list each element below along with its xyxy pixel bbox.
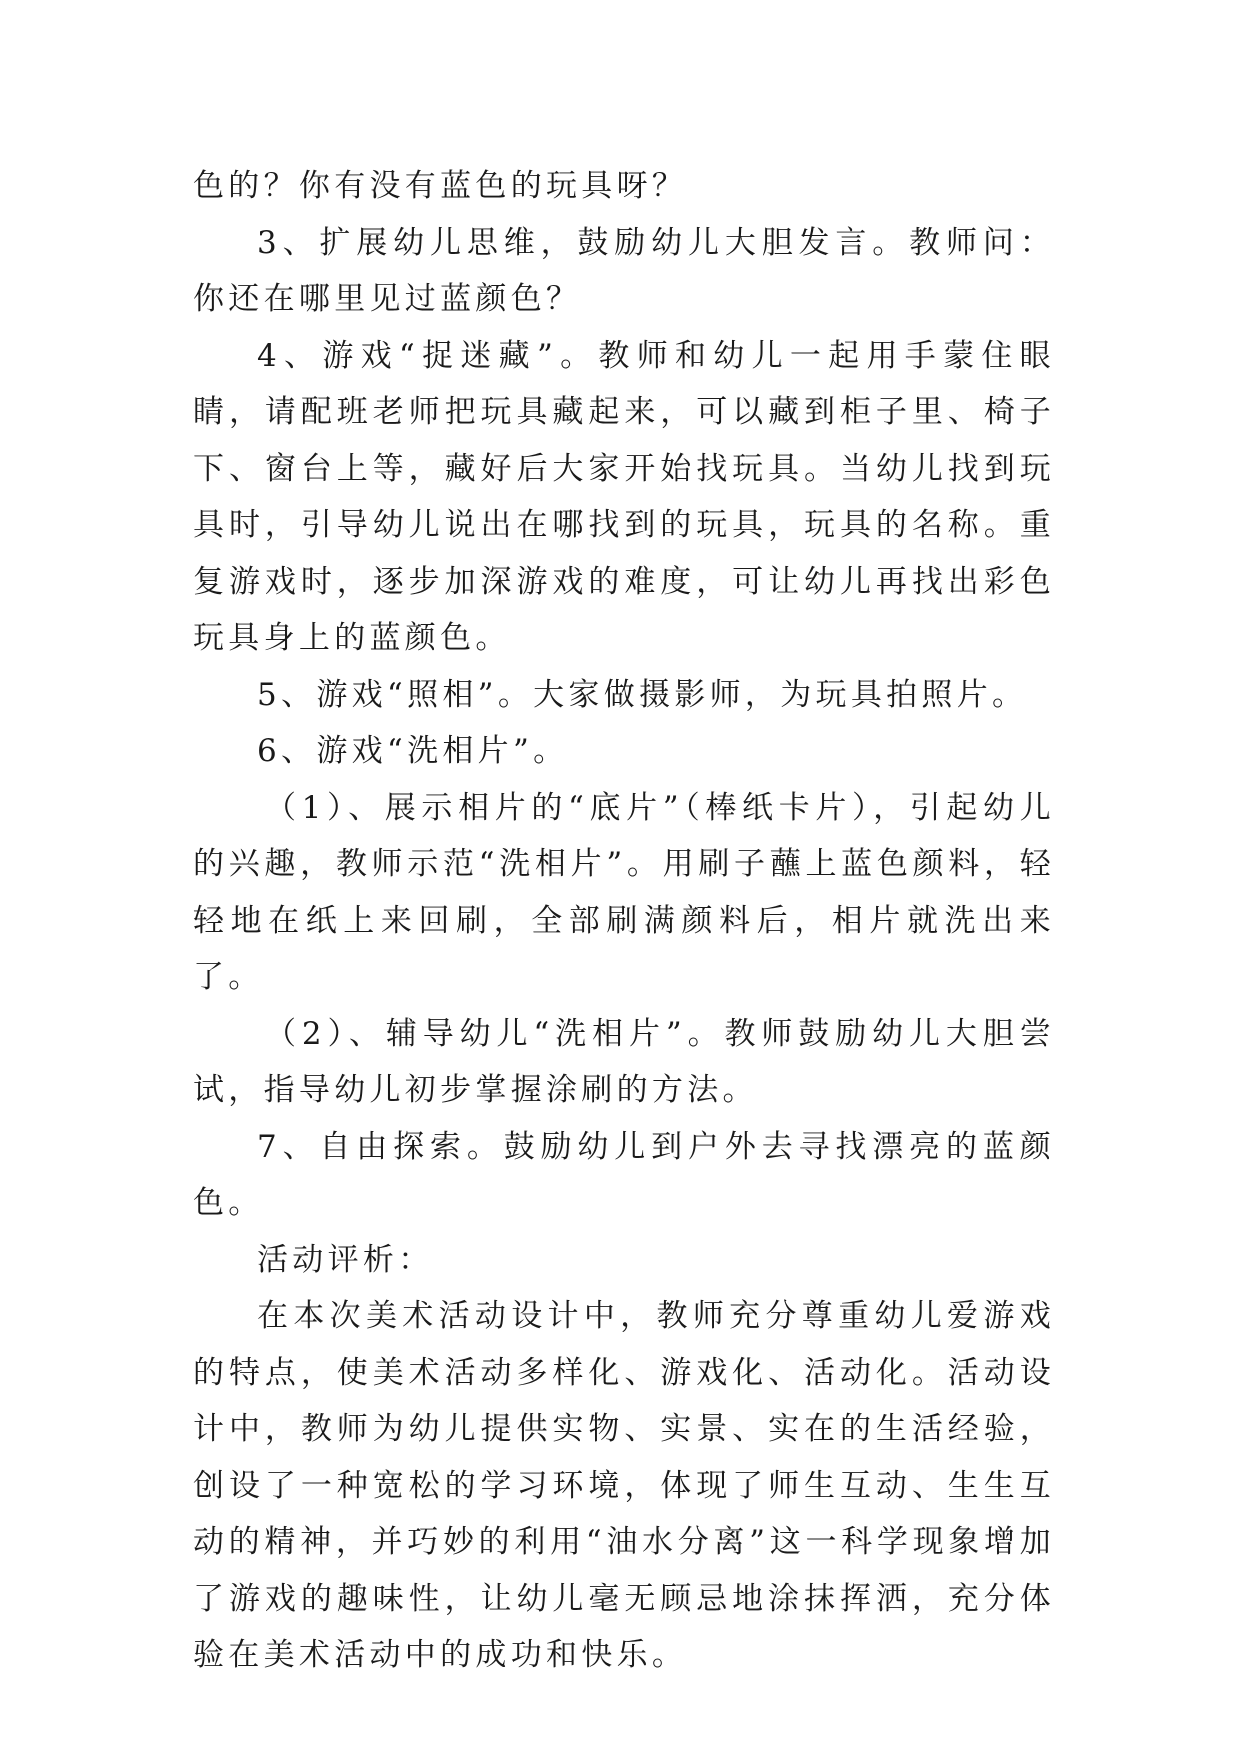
paragraph-continuation: 色的？你有没有蓝色的玩具呀？ <box>193 168 688 204</box>
paragraph-step-7: 7、自由探索。鼓励幼儿到户外去寻找漂亮的蓝颜色。 <box>193 1128 1055 1221</box>
document-body <box>193 158 1055 1684</box>
paragraph-step-5: 5、游戏“照相”。大家做摄影师，为玩具拍照片。 <box>257 676 1028 713</box>
paragraph-step-6: 6、游戏“洗相片”。 <box>257 733 569 769</box>
paragraph-step-6-1: （1）、展示相片的“底片”（棒纸卡片），引起幼儿的兴趣，教师示范“洗相片”。用刷子蘸上蓝色颜料，轻轻地在纸上来回刷，全部刷满颜料后，相片就洗出来了。 <box>193 789 1055 995</box>
paragraph-step-4: 4、游戏“捉迷藏”。教师和幼儿一起用手蒙住眼睛，请配班老师把玩具藏起来，可以藏到柜子里、椅子下、窗台上等，藏好后大家开始找玩具。当幼儿找到玩具时，引导幼儿说出在哪找到的玩具，玩具的名称。重复游戏时，逐步加深游戏的难度，可让幼儿再找出彩色玩具身上的蓝颜色。 <box>193 337 1055 656</box>
paragraph-analysis: 在本次美术活动设计中，教师充分尊重幼儿爱游戏的特点，使美术活动多样化、游戏化、活动化。活动设计中，教师为幼儿提供实物、实景、实在的生活经验，创设了一种宽松的学习环境，体现了师生互动、生生互动的精神，并巧妙的利用“油水分离”这一科学现象增加了游戏的趣味性，让幼儿毫无顾忌地涂抹挥洒，充分体验在美术活动中的成功和快乐。 <box>193 1298 1055 1673</box>
paragraph-step-6-2: （2）、辅导幼儿“洗相片”。教师鼓励幼儿大胆尝试，指导幼儿初步掌握涂刷的方法。 <box>193 1015 1055 1108</box>
paragraph-step-3: 3、扩展幼儿思维，鼓励幼儿大胆发言。教师问：你还在哪里见过蓝颜色？ <box>193 224 1055 317</box>
section-heading-analysis: 活动评析： <box>257 1241 434 1278</box>
